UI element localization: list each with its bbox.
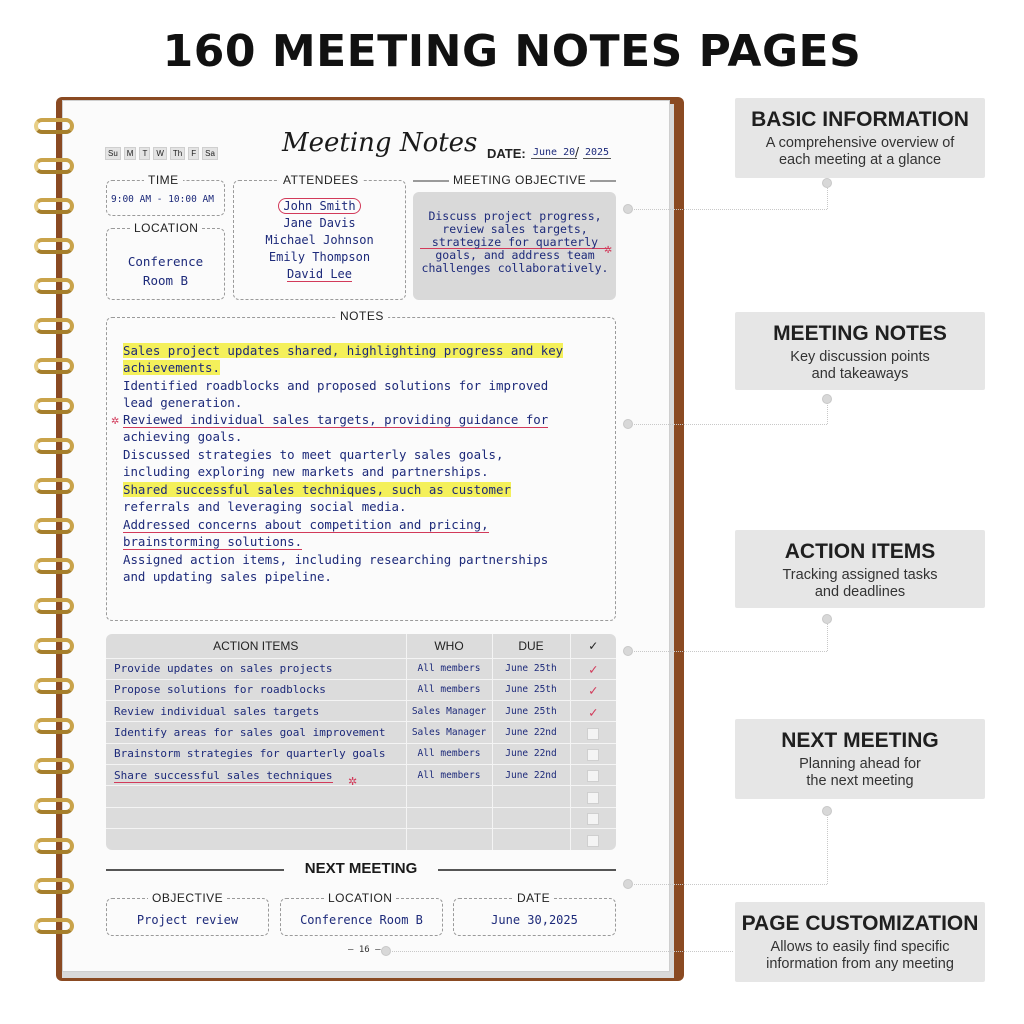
checkbox[interactable] <box>587 792 599 804</box>
next-date-label: DATE <box>513 891 554 905</box>
callout-title: BASIC INFORMATION <box>751 108 969 131</box>
page-title: Meeting Notes <box>282 128 478 158</box>
meeting-objective-text <box>420 209 613 276</box>
done-cell <box>570 743 616 764</box>
next-meeting-rule-right <box>438 869 616 871</box>
next-objective-value: Project review <box>136 913 239 927</box>
attendee-name: Jane Davis <box>283 216 356 230</box>
meeting-objective-label: MEETING OBJECTIVE <box>449 173 590 187</box>
next-objective-label: OBJECTIVE <box>148 891 227 905</box>
spiral-ring <box>34 358 74 374</box>
spiral-binding <box>34 118 74 958</box>
action-item-cell-text: Provide updates on sales projects <box>114 662 333 676</box>
notes-line <box>123 360 220 375</box>
callout-page-customization <box>735 902 985 982</box>
star-doodle-icon: ✲ <box>604 245 613 256</box>
notes-line <box>123 534 302 549</box>
spiral-ring <box>34 878 74 894</box>
who-cell-text: All members <box>417 748 481 760</box>
connector-dot <box>623 646 633 656</box>
checkmark-icon[interactable]: ✓ <box>589 704 598 721</box>
action-item-cell-text: Propose solutions for roadblocks <box>114 683 326 697</box>
done-cell <box>570 701 616 722</box>
next-location-label: LOCATION <box>324 891 396 905</box>
callout-line: Tracking assigned tasks <box>782 567 938 583</box>
connector-line <box>827 812 828 884</box>
checkmark-icon[interactable]: ✓ <box>589 683 598 700</box>
due-cell[interactable] <box>492 786 570 807</box>
done-cell <box>570 807 616 828</box>
table-row <box>106 786 616 807</box>
notes-line: referrals and leveraging social media. <box>123 499 407 514</box>
due-cell[interactable] <box>492 722 570 743</box>
due-cell-text: June 22nd <box>505 727 557 739</box>
table-row <box>106 765 616 786</box>
spiral-ring <box>34 478 74 494</box>
connector-dot <box>822 394 832 404</box>
callout-line: and deadlines <box>814 584 906 600</box>
who-cell[interactable] <box>406 829 492 850</box>
attendee-name <box>233 198 406 215</box>
callout-title: PAGE CUSTOMIZATION <box>741 912 979 935</box>
next-location-value: Conference Room B <box>300 913 423 927</box>
column-header: ACTION ITEMS <box>106 634 406 658</box>
who-cell-text: Sales Manager <box>411 727 487 739</box>
column-header: ✓ <box>570 634 616 658</box>
location-line: Room B <box>142 273 189 288</box>
next-meeting-rule-left <box>106 869 284 871</box>
next-date-value: June 30,2025 <box>491 913 578 927</box>
spiral-ring <box>34 398 74 414</box>
spiral-ring <box>34 518 74 534</box>
connector-dot <box>822 806 832 816</box>
action-item-cell-text: Review individual sales targets <box>114 704 320 718</box>
location-line: Conference <box>127 254 204 269</box>
objective-line: review sales targets, <box>442 221 588 236</box>
who-cell[interactable] <box>406 722 492 743</box>
due-cell-text: June 25th <box>505 684 557 696</box>
table-row <box>106 679 616 700</box>
notes-line: Identified roadblocks and proposed solutions for improved <box>123 378 549 393</box>
spiral-ring <box>34 438 74 454</box>
callout-meeting-notes <box>735 312 985 390</box>
next-meeting-title: NEXT MEETING <box>304 860 418 877</box>
spiral-ring <box>34 198 74 214</box>
action-item-cell[interactable] <box>106 743 406 764</box>
table-row <box>106 722 616 743</box>
callout-line: and takeaways <box>811 366 909 382</box>
due-cell-text: June 25th <box>505 705 557 717</box>
due-cell-text: June 25th <box>505 663 557 675</box>
location-label: LOCATION <box>130 221 202 235</box>
connector-dot <box>822 614 832 624</box>
due-cell[interactable] <box>492 807 570 828</box>
notes-line <box>123 517 489 532</box>
notes-line: achieving goals. <box>123 429 243 444</box>
callout-line: each meeting at a glance <box>778 152 942 168</box>
spiral-ring <box>34 758 74 774</box>
callout-action-items <box>735 530 985 608</box>
who-cell-text: All members <box>417 769 481 781</box>
callout-title: ACTION ITEMS <box>784 540 936 563</box>
done-cell <box>570 829 616 850</box>
action-item-cell-text: Identify areas for sales goal improvement <box>114 726 386 740</box>
action-item-cell[interactable] <box>106 829 406 850</box>
due-cell[interactable] <box>492 829 570 850</box>
due-cell[interactable] <box>492 701 570 722</box>
connector-dot <box>623 419 633 429</box>
attendee-name: Michael Johnson <box>265 233 374 247</box>
star-doodle-icon: ✲ <box>348 775 358 788</box>
notes-label: NOTES <box>336 309 388 323</box>
connector-dot <box>822 178 832 188</box>
callout-line: Key discussion points <box>790 349 930 365</box>
connector-dot <box>623 879 633 889</box>
weekday-selector <box>105 147 218 160</box>
spiral-ring <box>34 798 74 814</box>
who-cell[interactable] <box>406 679 492 700</box>
star-doodle-icon: ✲ <box>111 416 120 427</box>
column-header: WHO <box>406 634 492 658</box>
due-cell[interactable] <box>492 743 570 764</box>
callout-basic-information <box>735 98 985 178</box>
date-separator: / <box>575 145 580 159</box>
due-cell-text: June 22nd <box>505 748 557 760</box>
spiral-ring <box>34 238 74 254</box>
action-items-table <box>106 634 616 850</box>
objective-line: strategize for quarterly <box>420 236 610 250</box>
highlighted-text: Sales project updates shared, highlighting progress and key <box>123 343 564 358</box>
connector-line <box>392 951 733 952</box>
who-cell-text: All members <box>417 684 481 696</box>
attendee-name: Emily Thompson <box>268 250 371 264</box>
action-item-cell[interactable] <box>106 786 406 807</box>
due-cell-text: June 22nd <box>505 769 557 781</box>
checkbox[interactable] <box>587 835 599 847</box>
who-cell[interactable] <box>406 765 492 786</box>
page-number-value: 16 <box>358 945 370 955</box>
notes-line: including exploring new markets and partnerships. <box>123 464 489 479</box>
weekday-box[interactable]: Su <box>105 147 121 160</box>
done-cell <box>570 786 616 807</box>
callout-line: Planning ahead for <box>799 756 921 772</box>
table-row <box>106 743 616 764</box>
highlighted-text: achievements. <box>123 360 220 375</box>
underlined-text: brainstorming solutions. <box>123 534 303 549</box>
due-cell[interactable] <box>492 658 570 679</box>
weekday-box[interactable]: M <box>124 147 137 160</box>
date-label: DATE: <box>487 146 526 161</box>
spiral-ring <box>34 678 74 694</box>
headline: 160 MEETING NOTES PAGES <box>162 26 862 77</box>
underlined-text: Reviewed individual sales targets, providing guidance for <box>123 412 549 427</box>
due-cell[interactable] <box>492 765 570 786</box>
checkmark-icon[interactable]: ✓ <box>589 662 598 679</box>
who-cell[interactable] <box>406 658 492 679</box>
notes-line <box>123 343 563 358</box>
action-item-cell[interactable] <box>106 679 406 700</box>
checkbox[interactable] <box>587 813 599 825</box>
notes-line: lead generation. <box>123 395 243 410</box>
callout-title: MEETING NOTES <box>773 322 947 345</box>
table-header-row <box>106 634 616 658</box>
callout-line: the next meeting <box>806 773 914 789</box>
connector-dot <box>381 946 391 956</box>
table-row <box>106 701 616 722</box>
attendees-label: ATTENDEES <box>279 173 363 187</box>
checkbox[interactable] <box>587 728 599 740</box>
notes-line: Assigned action items, including researching partnerships <box>123 552 549 567</box>
spiral-ring <box>34 278 74 294</box>
attendee-name-circled: John Smith <box>278 198 360 214</box>
connector-line <box>634 424 827 425</box>
weekday-box[interactable]: F <box>188 147 199 160</box>
who-cell[interactable] <box>406 743 492 764</box>
who-cell-text: All members <box>417 663 481 675</box>
connector-line <box>827 620 828 651</box>
page-number: — 16 — <box>348 945 381 955</box>
action-item-cell[interactable] <box>106 765 406 786</box>
highlighted-text: Shared successful sales techniques, such as customer <box>123 482 511 497</box>
spiral-ring <box>34 158 74 174</box>
date-day-field[interactable]: June 20 <box>533 147 576 158</box>
who-cell[interactable] <box>406 807 492 828</box>
callout-title: NEXT MEETING <box>781 729 939 752</box>
checkbox[interactable] <box>587 749 599 761</box>
connector-line <box>634 884 827 885</box>
spiral-ring <box>34 598 74 614</box>
notes-line <box>123 412 548 427</box>
table-row <box>106 829 616 850</box>
spiral-ring <box>34 838 74 854</box>
notes-line <box>123 482 511 497</box>
underlined-text: Addressed concerns about competition and pricing, <box>123 517 489 532</box>
who-cell-text: Sales Manager <box>411 705 487 717</box>
done-cell <box>570 679 616 700</box>
attendee-name <box>233 266 406 283</box>
connector-line <box>634 209 827 210</box>
weekday-box[interactable]: T <box>139 147 150 160</box>
due-cell[interactable] <box>492 679 570 700</box>
spiral-ring <box>34 918 74 934</box>
spiral-ring <box>34 318 74 334</box>
action-item-cell-text: Share successful sales techniques <box>114 768 333 782</box>
column-header: DUE <box>492 634 570 658</box>
objective-line: challenges collaboratively. <box>421 261 609 276</box>
action-item-cell-text: Brainstorm strategies for quarterly goals <box>114 747 386 761</box>
spiral-ring <box>34 118 74 134</box>
attendees-list <box>233 198 406 283</box>
action-item-cell[interactable] <box>106 807 406 828</box>
time-value: 9:00 AM - 10:00 AM <box>111 194 214 205</box>
action-item-cell[interactable] <box>106 701 406 722</box>
connector-line <box>634 651 827 652</box>
weekday-box[interactable]: Sa <box>202 147 218 160</box>
objective-line: Discuss project progress, <box>428 209 602 223</box>
action-item-cell[interactable] <box>106 658 406 679</box>
location-value <box>106 252 225 290</box>
done-cell <box>570 765 616 786</box>
table-row <box>106 658 616 679</box>
notes-line: and updating sales pipeline. <box>123 569 332 584</box>
date-year-field[interactable]: 2025 <box>585 147 610 158</box>
done-cell <box>570 722 616 743</box>
spiral-ring <box>34 638 74 654</box>
action-item-cell[interactable] <box>106 722 406 743</box>
time-label: TIME <box>144 173 183 187</box>
callout-line: Allows to easily find specific <box>770 939 950 955</box>
done-cell <box>570 658 616 679</box>
weekday-box[interactable]: Th <box>170 147 185 160</box>
connector-dot <box>623 204 633 214</box>
callout-line: information from any meeting <box>766 956 954 972</box>
weekday-box[interactable]: W <box>153 147 167 160</box>
attendee-name-underlined: David Lee <box>286 267 353 281</box>
callout-next-meeting <box>735 719 985 799</box>
spiral-ring <box>34 558 74 574</box>
checkbox[interactable] <box>587 770 599 782</box>
objective-line: goals, and address team <box>435 248 595 263</box>
spiral-ring <box>34 718 74 734</box>
callout-line: A comprehensive overview of <box>765 135 955 151</box>
who-cell[interactable] <box>406 701 492 722</box>
table-row <box>106 807 616 828</box>
who-cell[interactable] <box>406 786 492 807</box>
notes-line: Discussed strategies to meet quarterly sales goals, <box>123 447 504 462</box>
